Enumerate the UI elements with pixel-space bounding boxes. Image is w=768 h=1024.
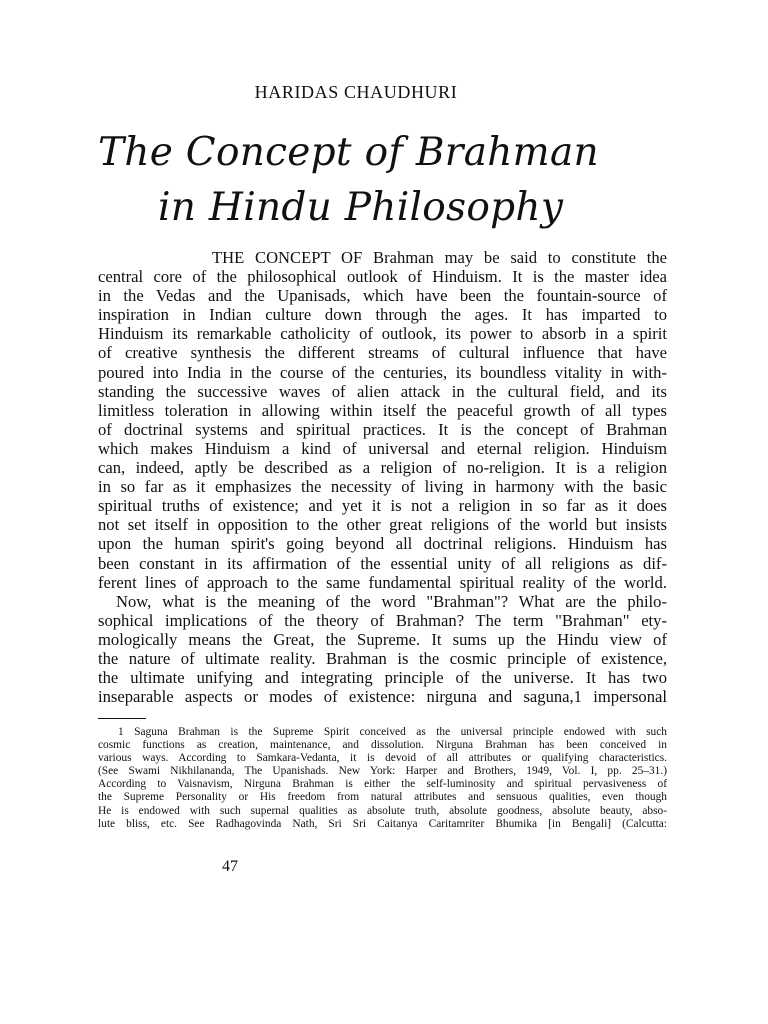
footnote-line: He is endowed with such supernal qualities as absolute truth, absolute goodness, absolute beauty, abso- — [98, 804, 667, 817]
body-line: which makes Hinduism a kind of universal and eternal religion. Hinduism — [98, 438, 667, 458]
body-line: poured into India in the course of the centuries, its boundless vitality in with- — [98, 362, 667, 382]
body-line: inseparable aspects or modes of existence: nirguna and saguna,1 impersonal — [98, 687, 667, 707]
footnote-divider — [98, 718, 146, 719]
body-line: standing the successive waves of alien attack in the cultural field, and its — [98, 381, 667, 401]
body-line: mologically means the Great, the Supreme. It sums up the Hindu view of — [98, 629, 667, 649]
footnote-line: lute bliss, etc. See Radhagovinda Nath, Sri Sri Caitanya Caritamriter Bhumika [in Bengali] (Calcutta: — [98, 817, 667, 830]
body-line: inspiration in Indian culture down through the ages. It has imparted to — [98, 305, 667, 325]
body-line: in the Vedas and the Upanisads, which have been the fountain-source of — [98, 286, 667, 306]
body-line: upon the human spirit's going beyond all doctrinal religions. Hinduism has — [98, 534, 667, 554]
body-line: THE CONCEPT OF Brahman may be said to constitute the — [212, 248, 667, 267]
footnotes — [98, 726, 667, 831]
body-line: been constant in its affirmation of the essential unity of all religions as dif- — [98, 553, 667, 573]
body-line: limitless toleration in allowing within itself the peaceful growth of all types — [98, 400, 667, 420]
body-line: can, indeed, aptly be described as a religion of no-religion. It is a religion — [98, 458, 667, 478]
body-line: Now, what is the meaning of the word "Brahman"? What are the philo- — [116, 591, 667, 611]
body-line: spiritual truths of existence; and yet it is not a religion in so far as it does — [98, 496, 667, 516]
body-line: Hinduism its remarkable catholicity of outlook, its power to absorb in a spirit — [98, 324, 667, 344]
body-line: of creative synthesis the different streams of cultural influence that have — [98, 343, 667, 363]
body-line: sophical implications of the theory of Brahman? The term "Brahman" ety- — [98, 610, 667, 630]
author-name: HARIDAS CHAUDHURI — [254, 82, 458, 102]
footnote-line: various ways. According to Samkara-Vedanta, it is devoid of all attributes or qualifying characteristics. — [98, 752, 667, 765]
page-number — [0, 858, 768, 876]
article-title-line-1: The Concept of Brahman — [98, 130, 599, 175]
body-line: the nature of ultimate reality. Brahman is the cosmic principle of existence, — [98, 648, 667, 668]
footnote-line: cosmic functions as creation, maintenance, and dissolution. Nirguna Brahman has been conceived in — [98, 739, 667, 752]
body-line: ferent lines of approach to the same fundamental spiritual reality of the world. — [98, 572, 667, 592]
footnote-line: the Supreme Personality or His freedom from natural attributes and sensuous qualities, even though — [98, 791, 667, 804]
body-line: of doctrinal systems and spiritual practices. It is the concept of Brahman — [98, 419, 667, 439]
article-title-line-2: in Hindu Philosophy — [158, 185, 564, 230]
body-line: central core of the philosophical outlook of Hinduism. It is the master idea — [98, 267, 667, 287]
footnote-line: (See Swami Nikhilananda, The Upanishads. New York: Harper and Brothers, 1949, Vol. I, pp. 25–31.) — [98, 765, 667, 778]
body-text — [98, 248, 667, 706]
body-line: not set itself in opposition to the other great religions of the world but insists — [98, 515, 667, 535]
page-number-text: 47 — [222, 858, 238, 875]
body-line: in so far as it emphasizes the necessity of living in harmony with the basic — [98, 477, 667, 497]
footnote-line: 1 Saguna Brahman is the Supreme Spirit conceived as the universal principle endowed with such — [118, 726, 667, 738]
footnote-line: According to Vaisnavism, Nirguna Brahman is either the self-luminosity and spiritual pervasiveness of — [98, 778, 667, 791]
body-line: the ultimate unifying and integrating principle of the universe. It has two — [98, 668, 667, 688]
